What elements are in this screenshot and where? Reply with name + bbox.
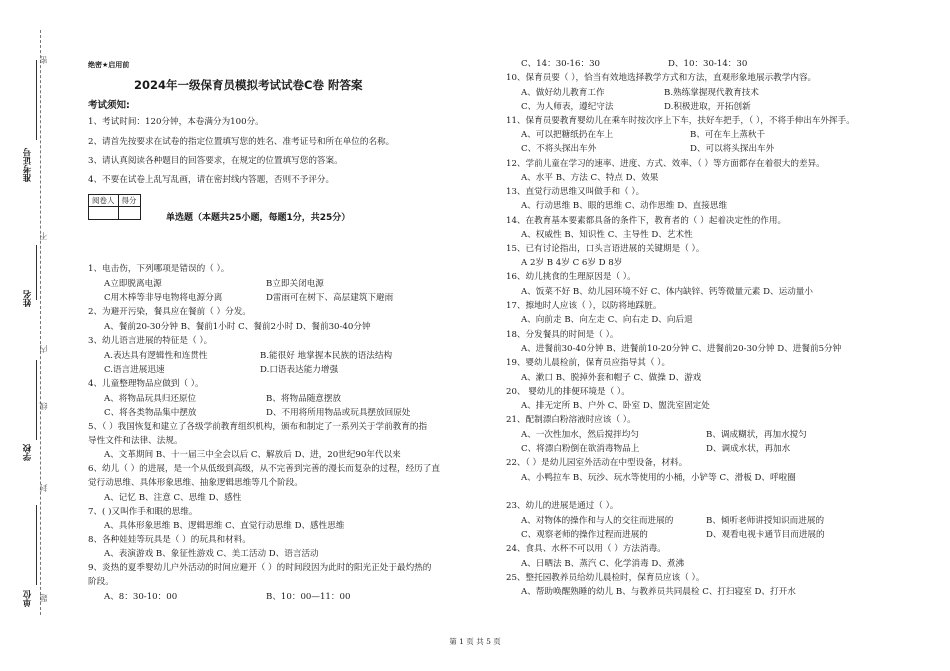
notice-item: 2、请首先按要求在试卷的指定位置填写您的姓名、准考证号和所在单位的名称。 xyxy=(88,137,395,147)
score-table-header-score: 得分 xyxy=(118,195,140,207)
option-line: A、做好幼儿教育工作 xyxy=(521,88,605,98)
option-line: A、可以把糖纸扔在车上 xyxy=(521,130,614,140)
option-line: A、日晒法 B、蒸汽 C、化学消毒 D、煮沸 xyxy=(521,559,685,569)
option-line: D.口语表达能力增强 xyxy=(260,365,339,375)
binding-mark-ti: 题 xyxy=(39,594,48,602)
question-22: 22、（ ）是幼儿园室外活动在中型设备，材料。 xyxy=(506,458,688,468)
option-line: A、权威性 B、知识性 C、主导性 D、艺术性 xyxy=(521,230,693,240)
option-line: A、8：30-10：00 xyxy=(104,592,178,602)
question-12: 12、学前儿童在学习的速率、进度、方式、效率、（ ）等方面都存在着很大的差异。 xyxy=(506,159,825,169)
option-line: A、排无定所 B、户外 C、卧室 D、盥洗室固定处 xyxy=(521,401,710,411)
option-line: A、行动思维 B、眼的思维 C、动作思维 D、直接思维 xyxy=(521,201,728,211)
grader-cell[interactable] xyxy=(89,207,119,220)
option-line: B、倾听老师讲授知识而进展的 xyxy=(706,516,825,526)
question-23: 23、幼儿的进展是通过（ ）。 xyxy=(506,501,619,511)
question-17: 17、擦地时人应该（ ），以防将地踩脏。 xyxy=(506,301,662,311)
notice-item: 3、请认真阅读各种题目的回答要求，在规定的位置填写您的答案。 xyxy=(88,156,343,166)
question-5: 5、（ ）我国恢复和建立了各级学前教育组织机构，颁布和制定了一系列关于学前教育的指 xyxy=(88,422,428,432)
option-line: D、观看电视卡通节目而进展的 xyxy=(706,530,825,540)
question-3: 3、幼儿语言进展的特征是（ ）。 xyxy=(88,336,213,346)
page-title: 2024年一级保育员模拟考试试卷C卷 附答案 xyxy=(134,78,363,92)
option-line: D、调成水状，再加水 xyxy=(706,444,791,454)
option-line: A、餐前20-30分钟 B、餐前1小时 C、餐前2小时 D、餐前30-40分钟 xyxy=(104,322,371,332)
option-line: B.能很好 地掌握本民族的语法结构 xyxy=(260,351,393,361)
option-line: D、10：30-14：30 xyxy=(668,59,748,69)
option-line: D雷雨可在树下、高层建筑下避雨 xyxy=(266,293,394,303)
label-unit: 单位 xyxy=(23,590,33,607)
option-line: C、将漂白粉倒在欲消毒物品上 xyxy=(521,444,640,454)
question-8: 8、各种娃娃等玩具是（ ）的玩具和材料。 xyxy=(88,535,251,545)
score-table xyxy=(88,194,141,220)
option-line: C、为人师表，遵纪守法 xyxy=(521,102,614,112)
option-line: A、饭菜不好 B、幼儿园环境不好 C、体内缺锌、钙等微量元素 D、运动量小 xyxy=(521,287,813,297)
option-line: A、帮助唤醒熟睡的幼儿 B、与教养员共同晨检 C、打扫寝室 D、打开水 xyxy=(521,587,796,597)
question-20: 20、 婴幼儿的排便环境是（ ）。 xyxy=(506,387,630,397)
option-line: A.表达具有逻辑性和连贯性 xyxy=(104,351,208,361)
score-cell[interactable] xyxy=(118,207,140,220)
question-1: 1、电击伤，下列哪项是错误的（ ）。 xyxy=(88,264,230,274)
binding-mark-mi: 密 xyxy=(39,56,48,64)
option-line: A、将物品玩具归还原位 xyxy=(104,394,197,404)
option-line: B、将物品随意摆放 xyxy=(266,394,342,404)
option-line: B、可在车上蒸秋千 xyxy=(690,130,766,140)
binding-mark-bu: 不 xyxy=(39,232,48,240)
page-footer: 第 1 页 共 5 页 xyxy=(449,637,501,646)
option-line: A、进餐前30-40分钟 B、进餐前10-20分钟 C、进餐前20-30分钟 D、进餐前5分钟 xyxy=(521,344,842,354)
option-line: B、调成糊状，再加水搅匀 xyxy=(706,430,807,440)
field-line-unit xyxy=(36,505,37,585)
binding-mark-feng: 封 xyxy=(39,484,48,492)
field-line-zhunkao xyxy=(36,60,37,140)
question-9: 9、炎热的夏季婴幼儿户外活动的时间应避开（ ）的时间段因为此时的阳光正处于最灼热的 xyxy=(88,563,432,573)
option-line: A、一次性加水，然后搅拌均匀 xyxy=(521,430,639,440)
score-table-header-grader: 阅卷人 xyxy=(89,195,119,207)
question-line: 觉行动思维、具体形象思维、抽象逻辑思维等几个阶段。 xyxy=(88,478,303,488)
question-7: 7、( )又叫作手和眼的思维。 xyxy=(88,507,198,517)
option-line: D、可以将头探出车外 xyxy=(690,144,775,154)
binding-mark-nei: 内 xyxy=(39,345,48,353)
label-name: 姓名 xyxy=(23,290,33,307)
option-line: A、向前走 B、向左走 C、向右走 D、向后退 xyxy=(521,315,693,325)
question-24: 24、食具、水杯不可以用（ ）方法消毒。 xyxy=(506,544,666,554)
field-line-school xyxy=(36,360,37,440)
option-line: B立即关闭电源 xyxy=(266,279,324,289)
option-line: C、观察老师的操作过程而进展的 xyxy=(521,530,648,540)
option-line: A、具体形象思维 B、逻辑思维 C、直觉行动思维 D、感性思维 xyxy=(104,521,345,531)
option-line: C、14：30-16：30 xyxy=(521,59,601,69)
option-line: A立即脱离电源 xyxy=(104,279,162,289)
binding-dashed-line xyxy=(40,30,41,615)
notice-item: 1、考试时间：120分钟，本卷满分为100分。 xyxy=(88,117,264,127)
question-21: 21、配制漂白粉溶液时应该（ ）。 xyxy=(506,415,636,425)
notice-heading: 考试须知: xyxy=(88,100,130,111)
option-line: C、将各类物品集中摆放 xyxy=(104,408,197,418)
question-line: 导性文件和法律、法规。 xyxy=(88,436,183,446)
option-line: A 2岁 B 4岁 C 6岁 D 8岁 xyxy=(521,258,623,268)
question-2: 2、为避开污染，餐具应在餐前（ ）分发。 xyxy=(88,307,251,317)
option-line: A、水平 B、方法 C、特点 D、效果 xyxy=(521,173,659,183)
question-15: 15、已有讨论指出，口头言语进展的关键期是（ ）。 xyxy=(506,244,705,254)
secret-label: 绝密★启用前 xyxy=(88,61,130,69)
option-line: A、记忆 B、注意 C、思维 D、感性 xyxy=(104,493,242,503)
question-11: 11、保育员要教育婴幼儿在乘车时按次序上下车，扶好车把手，（ ），不将手伸出车外挥手。 xyxy=(506,116,855,126)
option-line: C用木棒等非导电物将电源分离 xyxy=(104,293,223,303)
notice-item: 4、不要在试卷上乱写乱画，请在密封线内答题，否则不予评分。 xyxy=(88,175,335,185)
field-line-name xyxy=(36,245,37,300)
question-18: 18、分发餐具的时间是（ ）。 xyxy=(506,330,619,340)
binding-mark-xian: 线 xyxy=(39,402,48,410)
label-zhunkao: 准考证号 xyxy=(23,148,33,182)
section-heading: 单选题（本题共25小题，每题1分，共25分） xyxy=(166,213,351,223)
option-line: A、文革期间 B、十一届三中全会以后 C、解放后 D、进，20世纪90年代以来 xyxy=(104,450,401,460)
label-school: 学校 xyxy=(23,444,33,461)
question-16: 16、幼儿挑食的生理原因是（ ）。 xyxy=(506,272,636,282)
question-4: 4、儿童整理物品应做到（ ）。 xyxy=(88,379,204,389)
question-14: 14、在教育基本要素都具备的条件下，教育者的（ ）起着决定性的作用。 xyxy=(506,216,787,226)
question-10: 10、保育员要（ ），恰当有效地选择教学方式和方法，直观形象地展示教学内容。 xyxy=(506,73,817,83)
question-25: 25、整托园教养员给幼儿晨检时，保育员应该（ ）。 xyxy=(506,573,705,583)
question-13: 13、直觉行动思维又叫做手和（ ）。 xyxy=(506,187,645,197)
option-line: A、漱口 B、脱掉外套和帽子 C、做操 D、游戏 xyxy=(521,373,702,383)
option-line: A、表演游戏 B、象征性游戏 C、美工活动 D、语言活动 xyxy=(104,549,319,559)
option-line: B.熟练掌握现代教育技术 xyxy=(664,88,759,98)
option-line: A、小鸭拉车 B、玩沙、玩水等使用的小桶，小铲等 C、滑板 D、呼啦圈 xyxy=(521,473,796,483)
option-line: D.积极进取，开拓创新 xyxy=(664,102,751,112)
option-line: C.语言进展迅速 xyxy=(104,365,165,375)
option-line: B、10：00—11：00 xyxy=(266,592,351,602)
option-line: C、不将头探出车外 xyxy=(521,144,597,154)
question-6: 6、幼儿（ ）的进展，是一个从低级到高级，从不完善到完善的漫长而复杂的过程，经历了直 xyxy=(88,464,440,474)
option-line: D、不用将所用物品或玩具摆放回原处 xyxy=(266,408,411,418)
option-line: A、对物体的操作和与人的交往而进展的 xyxy=(521,516,674,526)
question-line: 阶段。 xyxy=(88,577,114,587)
question-19: 19、婴幼儿晨检前，保育员应指导其（ ）。 xyxy=(506,358,671,368)
